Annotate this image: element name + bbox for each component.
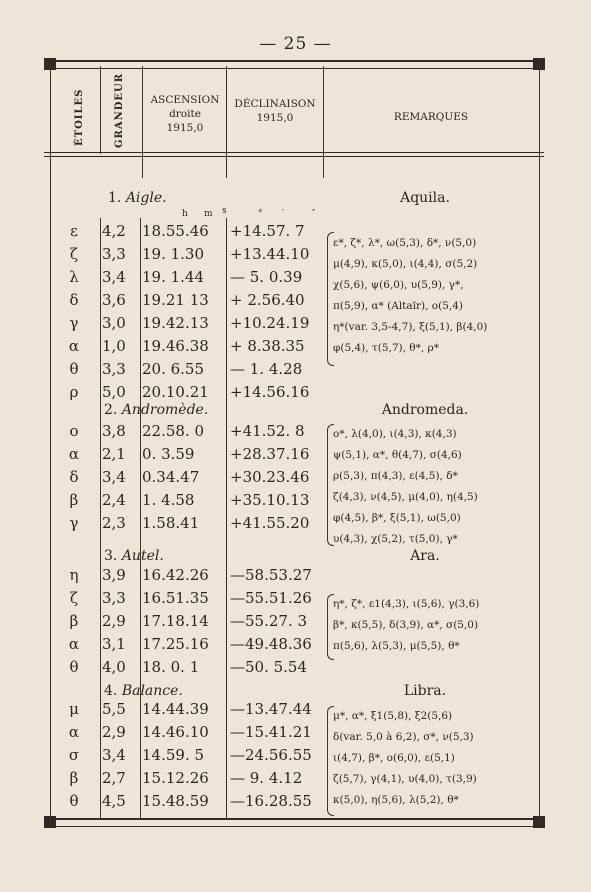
section-latin-name: Aquila. bbox=[400, 190, 450, 206]
magnitude-value: 5,0 bbox=[102, 383, 126, 401]
page-number: — 25 — bbox=[259, 34, 332, 54]
right-ascension-value: 16.42.26 bbox=[142, 566, 209, 584]
remark-line: φ(5,4), τ(5,7), θ*, ρ* bbox=[333, 342, 439, 354]
declination-value: —55.51.26 bbox=[230, 589, 312, 607]
right-ascension-value: 17.25.16 bbox=[142, 635, 209, 653]
table-row bbox=[52, 383, 322, 405]
right-ascension-value: 19.42.13 bbox=[142, 314, 209, 332]
table-row bbox=[52, 222, 322, 244]
remark-line: η*, ζ*, ε1(4,3), ι(5,6), γ(3,6) bbox=[333, 598, 480, 610]
declination-value: +41.52. 8 bbox=[230, 422, 305, 440]
table-row bbox=[52, 245, 322, 267]
magnitude-value: 3,1 bbox=[102, 635, 126, 653]
star-designation: β bbox=[69, 491, 79, 509]
right-ascension-value: 1. 4.58 bbox=[142, 491, 195, 509]
star-designation: θ bbox=[69, 360, 79, 378]
magnitude-value: 3,0 bbox=[102, 314, 126, 332]
star-designation: α bbox=[68, 445, 80, 463]
star-designation: θ bbox=[69, 658, 79, 676]
star-designation: θ bbox=[69, 792, 79, 810]
section-latin-name: Libra. bbox=[403, 683, 447, 699]
declination-value: — 5. 0.39 bbox=[230, 268, 303, 286]
table-row bbox=[52, 792, 322, 814]
remark-line: ζ(5,7), γ(4,1), υ(4,0), τ(3,9) bbox=[333, 773, 477, 785]
star-designation: β bbox=[69, 612, 79, 630]
table-row bbox=[52, 337, 322, 359]
table-row bbox=[52, 612, 322, 634]
remark-line: ε*, ζ*, λ*, ω(5,3), δ*, ν(5,0) bbox=[333, 237, 477, 249]
magnitude-value: 3,4 bbox=[102, 268, 126, 286]
unit-seconds: s bbox=[222, 206, 227, 216]
declination-value: +13.44.10 bbox=[230, 245, 310, 263]
remark-line: ι(4,7), β*, ο(6,0), ε(5,1) bbox=[333, 752, 455, 764]
declination-value: — 9. 4.12 bbox=[230, 769, 303, 787]
table-row bbox=[52, 422, 322, 444]
right-ascension-value: 17.18.14 bbox=[142, 612, 209, 630]
header-declinaison: DÉCLINAISON 1915,0 bbox=[234, 98, 316, 124]
unit-arcsec: ″ bbox=[312, 209, 316, 219]
star-designation: α bbox=[68, 723, 80, 741]
right-ascension-value: 20.10.21 bbox=[142, 383, 209, 401]
table-row bbox=[52, 360, 322, 382]
declination-value: —49.48.36 bbox=[230, 635, 312, 653]
right-ascension-value: 1.58.41 bbox=[142, 514, 200, 532]
star-designation: δ bbox=[69, 468, 79, 486]
right-ascension-value: 19.46.38 bbox=[142, 337, 209, 355]
right-ascension-value: 22.58. 0 bbox=[142, 422, 205, 440]
star-designation: η bbox=[69, 566, 79, 584]
right-ascension-value: 15.12.26 bbox=[142, 769, 209, 787]
declination-value: +14.57. 7 bbox=[230, 222, 305, 240]
magnitude-value: 2,4 bbox=[102, 491, 126, 509]
unit-degrees: ° bbox=[258, 209, 263, 219]
table-row bbox=[52, 700, 322, 722]
remark-line: υ(4,3), χ(5,2), τ(5,0), γ* bbox=[333, 533, 458, 545]
magnitude-value: 4,5 bbox=[102, 792, 126, 810]
star-designation: α bbox=[68, 635, 80, 653]
right-ascension-value: 18.55.46 bbox=[142, 222, 209, 240]
declination-value: +30.23.46 bbox=[230, 468, 310, 486]
remark-line: κ(5,0), η(5,6), λ(5,2), θ* bbox=[333, 794, 459, 806]
star-designation: μ bbox=[69, 700, 79, 718]
section-title: 4. Balance. bbox=[104, 683, 183, 699]
section-title: 1. Aigle. bbox=[108, 190, 167, 206]
table-row bbox=[52, 291, 322, 313]
remark-line: ρ(5,3), π(4,3), ε(4,5), δ* bbox=[333, 470, 458, 482]
declination-value: —58.53.27 bbox=[230, 566, 312, 584]
remark-line: ο*, λ(4,0), ι(4,3), κ(4,3) bbox=[333, 428, 457, 440]
right-ascension-value: 15.48.59 bbox=[142, 792, 209, 810]
declination-value: — 1. 4.28 bbox=[230, 360, 303, 378]
declination-value: +35.10.13 bbox=[230, 491, 310, 509]
magnitude-value: 3,4 bbox=[102, 746, 126, 764]
remarks-block bbox=[333, 233, 533, 359]
declination-value: +28.37.16 bbox=[230, 445, 310, 463]
header-etoiles: ÉTOILES bbox=[74, 88, 85, 146]
star-designation: γ bbox=[69, 314, 79, 332]
section-title: 2. Andromède. bbox=[104, 402, 209, 418]
remark-line: β*, κ(5,5), δ(3,9), α*, σ(5,0) bbox=[333, 619, 479, 631]
right-ascension-value: 18. 0. 1 bbox=[142, 658, 200, 676]
declination-value: +41.55.20 bbox=[230, 514, 310, 532]
header-ascension: ASCENSION droite 1915,0 bbox=[150, 94, 220, 134]
table-row bbox=[52, 589, 322, 611]
magnitude-value: 2,9 bbox=[102, 612, 126, 630]
remark-line: ζ(4,3), ν(4,5), μ(4,0), η(4,5) bbox=[333, 491, 478, 503]
remark-line: μ(4,9), κ(5,0), ι(4,4), σ(5,2) bbox=[333, 258, 478, 270]
table-row bbox=[52, 445, 322, 467]
remark-line: η*(var. 3,5-4,7), ξ(5,1), β(4,0) bbox=[333, 321, 488, 333]
table-row bbox=[52, 268, 322, 290]
section-latin-name: Ara. bbox=[410, 548, 440, 564]
magnitude-value: 3,6 bbox=[102, 291, 126, 309]
declination-value: + 8.38.35 bbox=[230, 337, 305, 355]
remarks-block bbox=[333, 424, 533, 550]
remark-line: π(5,6), λ(5,3), μ(5,5), θ* bbox=[333, 640, 460, 652]
magnitude-value: 3,3 bbox=[102, 360, 126, 378]
star-designation: β bbox=[69, 769, 79, 787]
declination-value: +14.56.16 bbox=[230, 383, 310, 401]
section-title: 3. Autel. bbox=[104, 548, 164, 564]
remark-line: μ*, α*, ξ1(5,8), ξ2(5,6) bbox=[333, 710, 453, 722]
right-ascension-value: 14.59. 5 bbox=[142, 746, 205, 764]
magnitude-value: 4,2 bbox=[102, 222, 126, 240]
declination-value: —55.27. 3 bbox=[230, 612, 308, 630]
right-ascension-value: 19. 1.44 bbox=[142, 268, 205, 286]
header-remarques: REMARQUES bbox=[393, 111, 469, 123]
magnitude-value: 1,0 bbox=[102, 337, 126, 355]
declination-value: + 2.56.40 bbox=[230, 291, 305, 309]
remark-line: χ(5,6), ψ(6,0), υ(5,9), γ*, bbox=[333, 279, 464, 291]
star-designation: ζ bbox=[69, 589, 79, 607]
right-ascension-value: 16.51.35 bbox=[142, 589, 209, 607]
right-ascension-value: 14.46.10 bbox=[142, 723, 209, 741]
star-designation: δ bbox=[69, 291, 79, 309]
remark-line: ψ(5,1), α*, θ(4,7), σ(4,6) bbox=[333, 449, 462, 461]
remark-line: φ(4,5), β*, ξ(5,1), ω(5,0) bbox=[333, 512, 461, 524]
magnitude-value: 5,5 bbox=[102, 700, 126, 718]
right-ascension-value: 19. 1.30 bbox=[142, 245, 205, 263]
right-ascension-value: 0. 3.59 bbox=[142, 445, 195, 463]
magnitude-value: 3,3 bbox=[102, 245, 126, 263]
declination-value: —16.28.55 bbox=[230, 792, 312, 810]
magnitude-value: 3,8 bbox=[102, 422, 126, 440]
right-ascension-value: 19.21 13 bbox=[142, 291, 209, 309]
right-ascension-value: 20. 6.55 bbox=[142, 360, 205, 378]
star-designation: σ bbox=[68, 746, 80, 764]
table-row bbox=[52, 635, 322, 657]
column-divider bbox=[100, 66, 101, 154]
star-designation: γ bbox=[69, 514, 79, 532]
magnitude-value: 2,9 bbox=[102, 723, 126, 741]
star-designation: ρ bbox=[69, 383, 79, 401]
remark-line: π(5,9), α* (Altaïr), ο(5,4) bbox=[333, 300, 464, 312]
remark-line: δ(var. 5,0 à 6,2), σ*, ν(5,3) bbox=[333, 731, 474, 743]
star-designation: α bbox=[68, 337, 80, 355]
table-row bbox=[52, 723, 322, 745]
table-row bbox=[52, 468, 322, 490]
declination-value: —50. 5.54 bbox=[230, 658, 308, 676]
star-designation: λ bbox=[69, 268, 79, 286]
unit-minutes: m bbox=[204, 209, 213, 219]
star-designation: ο bbox=[69, 422, 79, 440]
table-row bbox=[52, 314, 322, 336]
unit-arcmin: ′ bbox=[282, 209, 285, 219]
magnitude-value: 3,3 bbox=[102, 589, 126, 607]
table-row bbox=[52, 566, 322, 588]
magnitude-value: 2,7 bbox=[102, 769, 126, 787]
declination-value: —15.41.21 bbox=[230, 723, 312, 741]
magnitude-value: 2,3 bbox=[102, 514, 126, 532]
magnitude-value: 3,9 bbox=[102, 566, 126, 584]
section-latin-name: Andromeda. bbox=[381, 402, 469, 418]
table-row bbox=[52, 746, 322, 768]
magnitude-value: 2,1 bbox=[102, 445, 126, 463]
magnitude-value: 3,4 bbox=[102, 468, 126, 486]
header-grandeur: GRANDEUR bbox=[114, 72, 125, 148]
magnitude-value: 4,0 bbox=[102, 658, 126, 676]
declination-value: —24.56.55 bbox=[230, 746, 312, 764]
remarks-block bbox=[333, 706, 533, 811]
table-row bbox=[52, 514, 322, 536]
star-designation: ζ bbox=[69, 245, 79, 263]
table-row bbox=[52, 491, 322, 513]
table-row bbox=[52, 769, 322, 791]
unit-hours: h bbox=[182, 209, 188, 219]
right-ascension-value: 0.34.47 bbox=[142, 468, 200, 486]
star-designation: ε bbox=[70, 222, 78, 240]
remarks-block bbox=[333, 594, 533, 657]
declination-value: —13.47.44 bbox=[230, 700, 312, 718]
table-row bbox=[52, 658, 322, 680]
right-ascension-value: 14.44.39 bbox=[142, 700, 209, 718]
declination-value: +10.24.19 bbox=[230, 314, 310, 332]
